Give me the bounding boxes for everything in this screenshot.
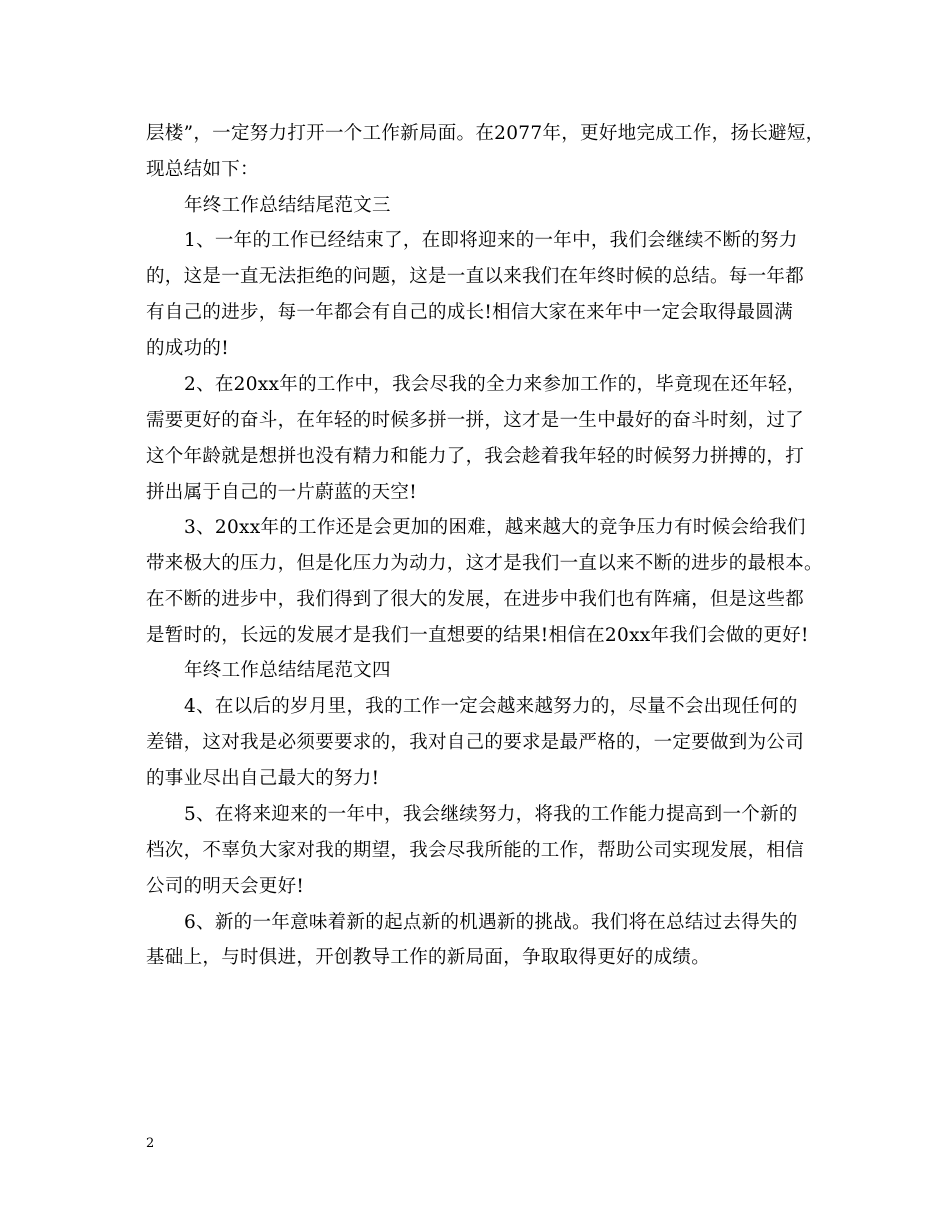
text-line: 基础上，与时俱进，开创教导工作的新局面，争取取得更好的成绩。	[146, 947, 711, 968]
text-line: 的成功的!	[146, 338, 229, 359]
text-line: 的，这是一直无法拒绝的问题，这是一直以来我们在年终时候的总结。每一年都	[146, 266, 805, 287]
text-line: 带来极大的压力，但是化压力为动力，这才是我们一直以来不断的进步的最根本。	[146, 553, 823, 574]
text-line: 有自己的进步，每一年都会有自己的成长!相信大家在来年中一定会取得最圆满	[146, 302, 793, 323]
text-line: 差错，这对我是必须要要求的，我对自己的要求是最严格的，一定要做到为公司	[146, 732, 805, 753]
text-line: 公司的明天会更好!	[146, 876, 305, 897]
text-line: 的事业尽出自己最大的努力!	[146, 768, 380, 789]
page-number: 2	[146, 1136, 155, 1151]
text-line: 档次，不辜负大家对我的期望，我会尽我所能的工作，帮助公司实现发展，相信	[146, 840, 805, 861]
text-line: 5、在将来迎来的一年中，我会继续努力，将我的工作能力提高到一个新的	[184, 804, 798, 825]
text-line: 1、一年的工作已经结束了，在即将迎来的一年中，我们会继续不断的努力	[184, 230, 798, 251]
text-line: 是暂时的，长远的发展才是我们一直想要的结果!相信在20xx年我们会做的更好!	[146, 625, 809, 646]
text-line: 层楼”，一定努力打开一个工作新局面。在2077年，更好地完成工作，扬长避短，	[146, 123, 825, 144]
text-line: 需要更好的奋斗，在年轻的时候多拼一拼，这才是一生中最好的奋斗时刻，过了	[146, 410, 805, 431]
text-line: 6、新的一年意味着新的起点新的机遇新的挑战。我们将在总结过去得失的	[184, 912, 798, 933]
section-heading: 年终工作总结结尾范文三	[184, 195, 391, 216]
text-line: 在不断的进步中，我们得到了很大的发展，在进步中我们也有阵痛，但是这些都	[146, 589, 805, 610]
text-line: 3、20xx年的工作还是会更加的困难，越来越大的竞争压力有时候会给我们	[184, 517, 806, 538]
text-line: 4、在以后的岁月里，我的工作一定会越来越努力的，尽量不会出现任何的	[184, 696, 798, 717]
text-line: 现总结如下：	[146, 159, 259, 180]
section-heading: 年终工作总结结尾范文四	[184, 660, 391, 681]
text-line: 2、在20xx年的工作中，我会尽我的全力来参加工作的，毕竟现在还年轻，	[184, 374, 806, 395]
text-line: 这个年龄就是想拼也没有精力和能力了，我会趁着我年轻的时候努力拼搏的，打	[146, 446, 805, 467]
text-line: 拼出属于自己的一片蔚蓝的天空!	[146, 482, 417, 503]
